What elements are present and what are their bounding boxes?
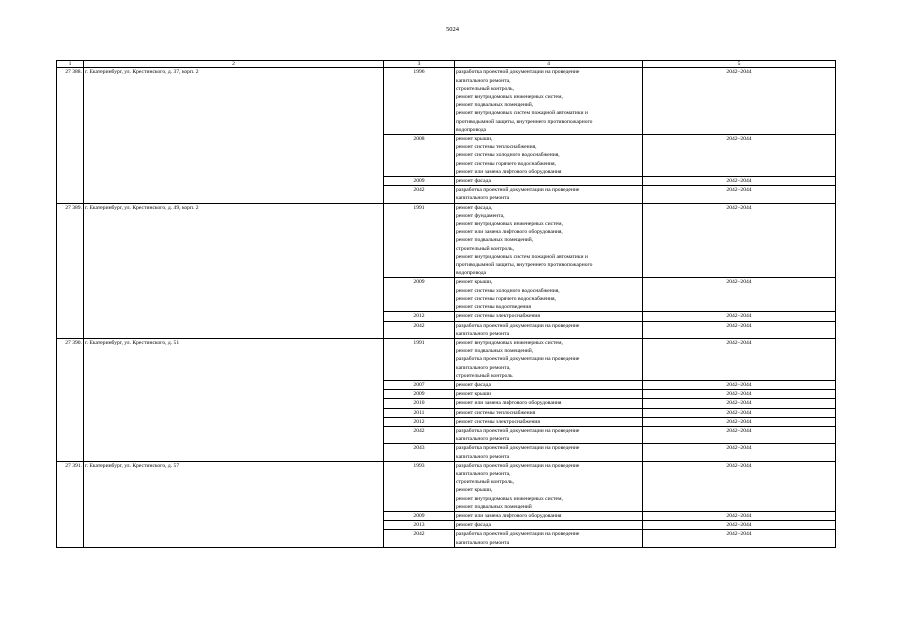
works-cell (455, 203, 643, 278)
period-cell: 2042–2044 (643, 521, 836, 530)
period-cell: 2042–2044 (643, 186, 836, 203)
work-item: ремонт фасада (456, 178, 491, 185)
table-row (57, 68, 836, 135)
work-item: ремонт или замена лифтового оборудования (456, 400, 562, 407)
work-item: разработка проектной документации на проведение (456, 69, 580, 76)
column-header-1: 1 (57, 61, 84, 68)
year-cell: 2009 (384, 278, 455, 312)
year-cell: 2013 (384, 521, 455, 530)
work-item: ремонт крыши (456, 391, 492, 398)
period-cell: 2042–2044 (643, 408, 836, 417)
page-number: 5024 (446, 26, 459, 33)
building-address: г. Екатеринбург, ул. Крестинского, д. 37, корп. 2 (84, 68, 384, 203)
work-item: ремонт фасада, (456, 204, 493, 211)
work-item: ремонт системы холодного водоснабжения, (456, 152, 560, 159)
table-header (57, 61, 836, 68)
building-address: г. Екатеринбург, ул. Крестинского, д. 51 (84, 338, 384, 461)
works-cell (455, 338, 643, 380)
year-cell: 2042 (384, 426, 455, 443)
work-item: разработка проектной документации на проведение (456, 356, 580, 363)
year-cell: 2043 (384, 444, 455, 461)
work-item: ремонт подвальных помещений, (456, 237, 534, 244)
works-cell (455, 321, 643, 338)
period-cell: 2042–2044 (643, 321, 836, 338)
table-row (57, 461, 836, 511)
works-cell (455, 417, 643, 426)
work-item: ремонт подвальных помещений (456, 503, 532, 510)
work-item: ремонт или замена лифтового оборудования, (456, 229, 563, 236)
building-number: 27 390. (57, 338, 84, 461)
year-cell: 1993 (384, 461, 455, 511)
building-number: 27 388. (57, 68, 84, 203)
work-item: ремонт системы водоотведения (456, 304, 531, 311)
work-item: ремонт внутридомовых систем пожарной автоматики и (456, 253, 588, 260)
repair-schedule-table (56, 60, 836, 548)
period-cell: 2042–2044 (643, 68, 836, 135)
work-item: ремонт системы электроснабжения (456, 313, 540, 320)
header-row (57, 61, 836, 68)
building-number: 27 389. (57, 203, 84, 338)
work-item: ремонт подвальных помещений, (456, 348, 534, 355)
work-item: капитального ремонта (456, 195, 510, 202)
work-item: ремонт системы горячего водоснабжения, (456, 295, 556, 302)
building-number: 27 391. (57, 461, 84, 547)
work-item: капитального ремонта (456, 436, 510, 443)
work-item: разработка проектной документации на проведение (456, 187, 580, 194)
work-item: строительный контроль, (456, 479, 514, 486)
period-cell: 2042–2044 (643, 426, 836, 443)
work-item: ремонт системы холодного водоснабжения, (456, 287, 560, 294)
works-cell (455, 444, 643, 461)
works-cell (455, 312, 643, 321)
year-cell: 2008 (384, 135, 455, 177)
period-cell: 2042–2044 (643, 380, 836, 389)
work-item: капитального ремонта, (456, 77, 511, 84)
works-cell (455, 426, 643, 443)
work-item: строительный контроль (456, 372, 513, 379)
building-address: г. Екатеринбург, ул. Крестинского, д. 57 (84, 461, 384, 547)
work-item: ремонт крыши, (456, 279, 493, 286)
works-cell (455, 68, 643, 135)
works-cell (455, 530, 643, 547)
works-cell (455, 278, 643, 312)
work-item: ремонт или замена лифтового оборудования (456, 512, 562, 519)
period-cell: 2042–2044 (643, 530, 836, 547)
work-item: ремонт внутридомовых инженерных систем, (456, 339, 563, 346)
year-cell: 2010 (384, 399, 455, 408)
year-cell: 2011 (384, 408, 455, 417)
work-item: капитального ремонта (456, 330, 510, 337)
works-cell (455, 408, 643, 417)
work-item: ремонт внутридомовых инженерных систем, (456, 495, 563, 502)
year-cell: 2009 (384, 390, 455, 399)
table-body (57, 68, 836, 547)
period-cell: 2042–2044 (643, 417, 836, 426)
work-item: ремонт крыши, (456, 136, 493, 143)
work-item: строительный контроль, (456, 245, 514, 252)
work-item: ремонт системы теплоснабжения, (456, 144, 537, 151)
column-header-4: 4 (455, 61, 643, 68)
work-item: капитального ремонта (456, 539, 510, 546)
works-cell (455, 380, 643, 389)
building-address: г. Екатеринбург, ул. Крестинского, д. 49, корп. 2 (84, 203, 384, 338)
period-cell: 2042–2044 (643, 444, 836, 461)
period-cell: 2042–2044 (643, 312, 836, 321)
work-item: противодымной защиты, внутреннего противопожарного (456, 262, 593, 269)
work-item: капитального ремонта (456, 453, 510, 460)
work-item: ремонт фундамента, (456, 212, 505, 219)
work-item: водопровода (456, 270, 487, 277)
year-cell: 1996 (384, 68, 455, 135)
column-header-3: 3 (384, 61, 455, 68)
work-item: разработка проектной документации на проведение (456, 322, 580, 329)
table-row (57, 203, 836, 278)
period-cell: 2042–2044 (643, 135, 836, 177)
works-cell (455, 399, 643, 408)
column-header-5: 5 (643, 61, 836, 68)
period-cell: 2042–2044 (643, 278, 836, 312)
period-cell: 2042–2044 (643, 461, 836, 511)
period-cell: 2042–2044 (643, 338, 836, 380)
period-cell: 2042–2044 (643, 390, 836, 399)
work-item: ремонт фасада (456, 522, 491, 529)
year-cell: 2007 (384, 380, 455, 389)
period-cell: 2042–2044 (643, 203, 836, 278)
year-cell: 1991 (384, 203, 455, 278)
year-cell: 2009 (384, 177, 455, 186)
work-item: ремонт системы электроснабжения (456, 418, 540, 425)
works-cell (455, 390, 643, 399)
table-row (57, 338, 836, 380)
work-item: капитального ремонта, (456, 364, 511, 371)
period-cell: 2042–2044 (643, 399, 836, 408)
work-item: противодымной защиты, внутреннего противопожарного (456, 118, 593, 125)
year-cell: 2012 (384, 417, 455, 426)
work-item: водопровода (456, 126, 487, 133)
work-item: ремонт фасада (456, 381, 491, 388)
work-item: ремонт крыши, (456, 487, 493, 494)
work-item: капитального ремонта, (456, 470, 511, 477)
work-item: разработка проектной документации на проведение (456, 462, 580, 469)
work-item: ремонт внутридомовых инженерных систем, (456, 221, 563, 228)
year-cell: 2009 (384, 511, 455, 520)
works-cell (455, 135, 643, 177)
work-item: ремонт внутридомовых инженерных систем, (456, 94, 563, 101)
year-cell: 1991 (384, 338, 455, 380)
column-header-2: 2 (84, 61, 384, 68)
work-item: разработка проектной документации на проведение (456, 427, 580, 434)
year-cell: 2042 (384, 321, 455, 338)
work-item: строительный контроль, (456, 85, 514, 92)
work-item: ремонт подвальных помещений, (456, 102, 534, 109)
work-item: разработка проектной документации на проведение (456, 445, 580, 452)
period-cell: 2042–2044 (643, 511, 836, 520)
work-item: разработка проектной документации на проведение (456, 531, 580, 538)
work-item: ремонт системы горячего водоснабжения, (456, 160, 556, 167)
work-item: ремонт системы теплоснабжения (456, 409, 536, 416)
year-cell: 2042 (384, 530, 455, 547)
year-cell: 2042 (384, 186, 455, 203)
work-item: ремонт или замена лифтового оборудования (456, 168, 562, 175)
works-cell (455, 521, 643, 530)
period-cell: 2042–2044 (643, 177, 836, 186)
works-cell (455, 461, 643, 511)
works-cell (455, 177, 643, 186)
works-cell (455, 186, 643, 203)
works-cell (455, 511, 643, 520)
year-cell: 2012 (384, 312, 455, 321)
work-item: ремонт внутридомовых систем пожарной автоматики и (456, 110, 588, 117)
